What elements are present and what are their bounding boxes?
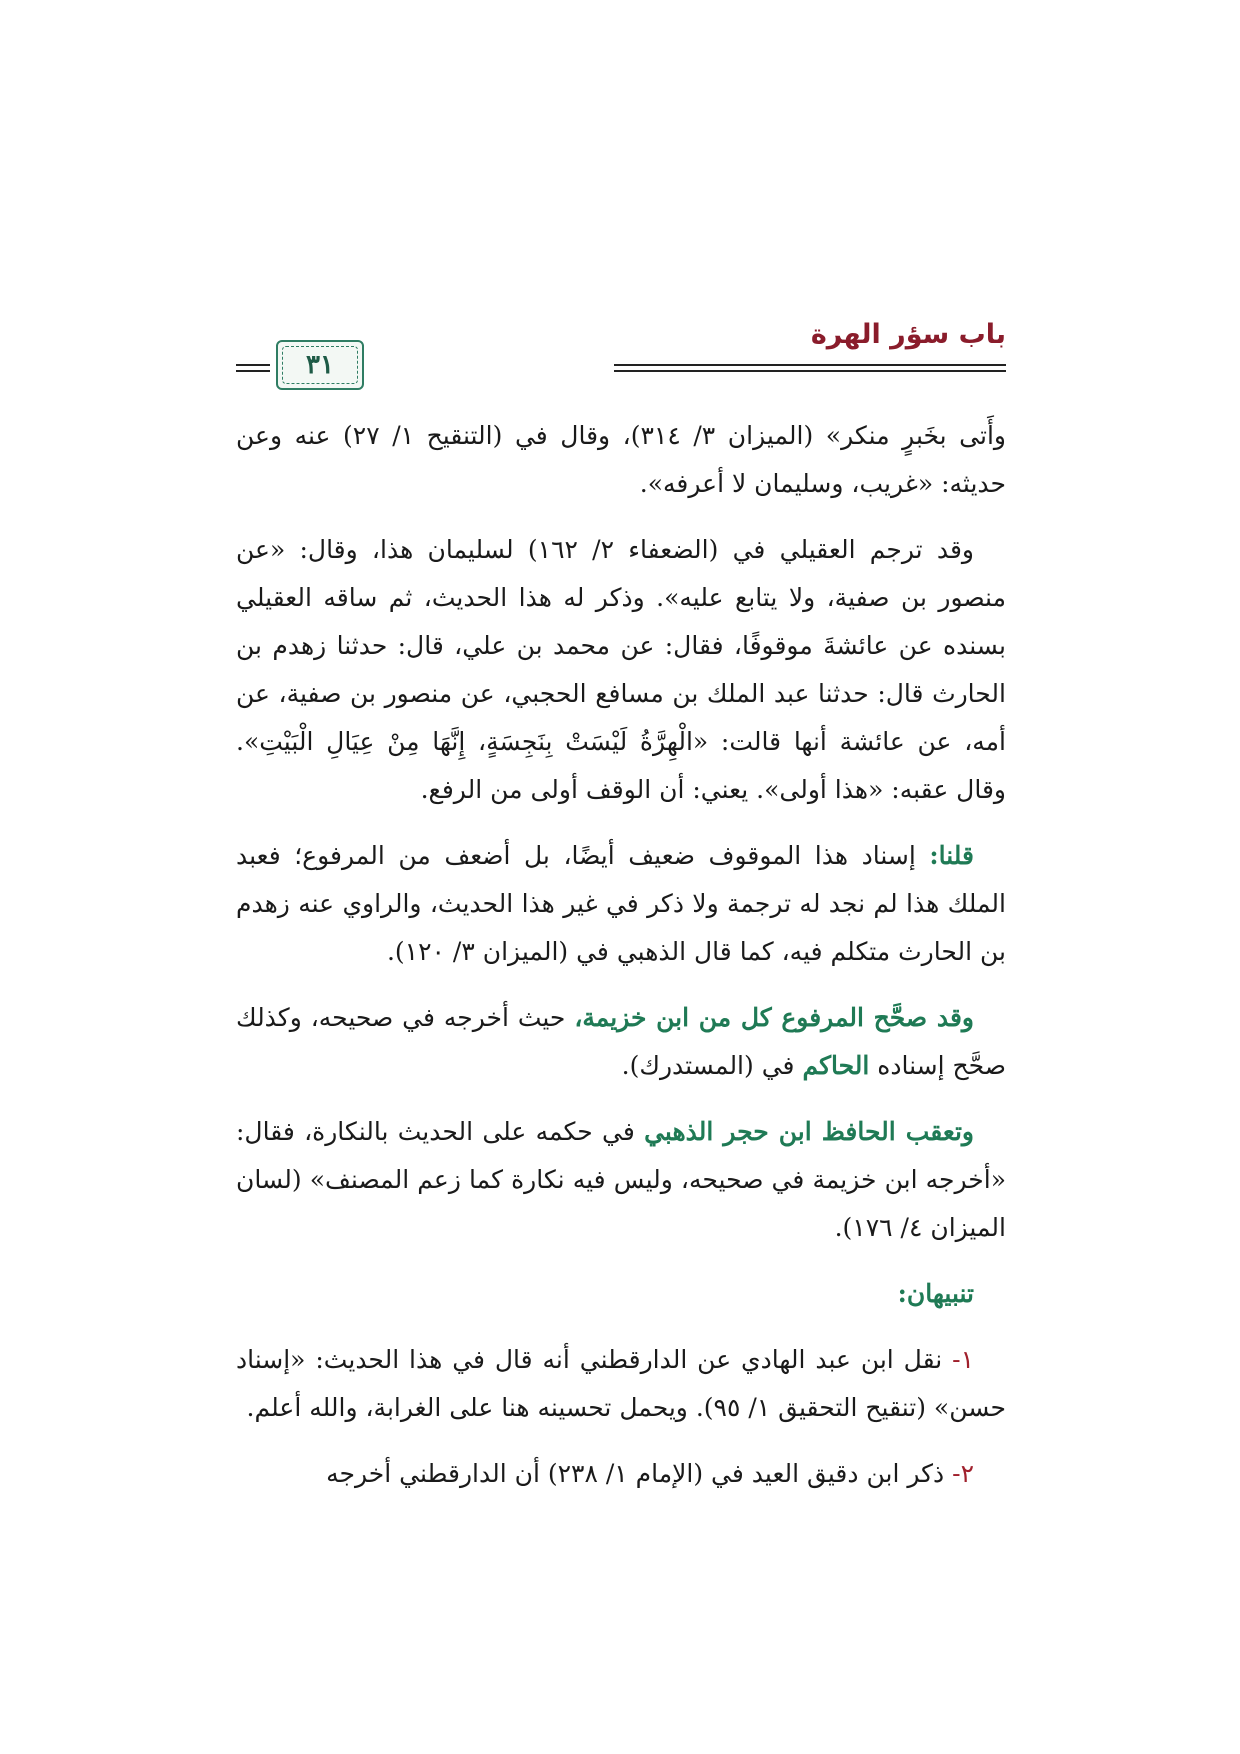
paragraph-text: إسناد هذا الموقوف ضعيف أيضًا، بل أضعف من المرفوع؛ فعبد الملك هذا لم نجد له ترجمة ولا ذكر في غير هذا الحديث، والراوي عنه زهدم بن الحارث متكلم فيه، كما قال الذهبي في (الميزان ٣/ ١٢٠). xyxy=(236,841,1006,966)
paragraph xyxy=(236,994,1006,1090)
highlight-phrase: وتعقب الحافظ ابن حجر الذهبي xyxy=(644,1117,975,1146)
paragraph-text: وقد ترجم العقيلي في (الضعفاء ٢/ ١٦٢) لسليمان هذا، وقال: «عن منصور بن صفية، ولا يتابع عليه». وذكر له هذا الحديث، ثم ساقه العقيلي بسنده عن عائشةَ موقوفًا، فقال: عن محمد بن علي، قال: حدثنا زهدم بن الحارث قال: حدثنا عبد الملك بن مسافع الحجبي، عن منصور بن صفية، عن أمه، عن عائشة أنها قالت: «الْهِرَّةُ لَيْسَتْ بِنَجِسَةٍ، إِنَّهَا مِنْ عِيَالِ الْبَيْتِ». وقال عقبه: «هذا أولى». يعني: أن الوقف أولى من الرفع. xyxy=(236,535,1006,804)
paragraph-text: في (المستدرك). xyxy=(621,1051,803,1080)
note-text: ذكر ابن دقيق العيد في (الإمام ١/ ٢٣٨) أن الدارقطني أخرجه xyxy=(326,1459,953,1488)
header-rule xyxy=(236,370,270,372)
highlight-phrase: وقد صحَّح المرفوع كل من ابن خزيمة، xyxy=(574,1003,974,1032)
note-number: ٢- xyxy=(952,1459,974,1488)
paragraph-text: وأَتى بخَبرٍ منكر» (الميزان ٣/ ٣١٤)، وقال في (التنقيح ١/ ٢٧) عنه وعن حديثه: «غريب، وسليمان لا أعرفه». xyxy=(236,421,1006,498)
paragraph-text: في حكمه على الحديث بالنكارة، فقال: «أخرجه ابن خزيمة في صحيحه، وليس فيه نكارة كما زعم المصنف» (لسان الميزان ٤/ ١٧٦). xyxy=(236,1117,1006,1242)
paragraph-text: حيث أخرجه في صحيحه، وكذلك صحَّح إسناده xyxy=(236,1003,1006,1080)
paragraph xyxy=(236,1108,1006,1252)
page-number-badge xyxy=(276,340,364,390)
chapter-title: باب سؤر الهرة xyxy=(810,319,1006,350)
paragraph xyxy=(236,526,1006,814)
note-item xyxy=(236,1450,1006,1498)
paragraph xyxy=(236,832,1006,976)
highlight-phrase: الحاكم xyxy=(802,1051,870,1080)
header-rule xyxy=(614,370,1006,372)
note-number: ١- xyxy=(952,1345,974,1374)
highlight-phrase: قلنا: xyxy=(929,841,974,870)
header-rule xyxy=(236,364,270,366)
paragraph xyxy=(236,412,1006,508)
header-rule xyxy=(614,364,1006,366)
page-header xyxy=(236,318,1006,382)
notes-heading: تنبيهان: xyxy=(897,1279,974,1308)
page-number: ٣١ xyxy=(306,350,334,380)
note-text: نقل ابن عبد الهادي عن الدارقطني أنه قال في هذا الحديث: «إسناد حسن» (تنقيح التحقيق ١/ ٩٥). ويحمل تحسينه هنا على الغرابة، والله أعلم. xyxy=(236,1345,1006,1422)
page-body xyxy=(236,412,1006,1516)
note-item xyxy=(236,1336,1006,1432)
